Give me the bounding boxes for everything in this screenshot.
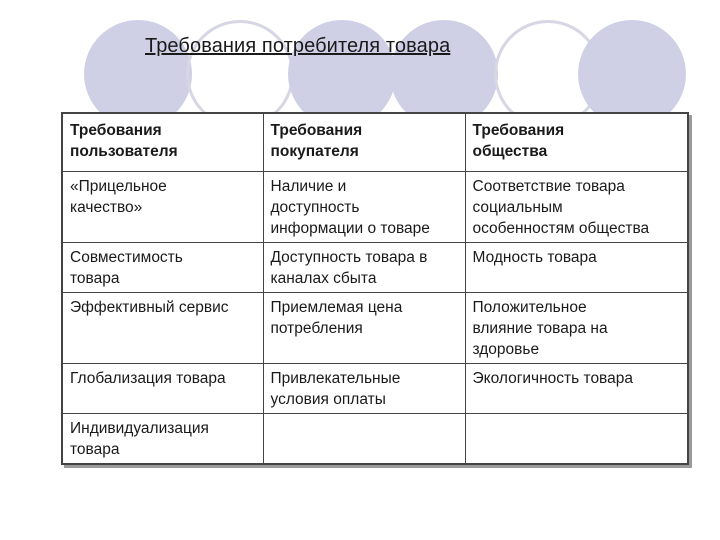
cell-line: Доступность товара в — [270, 249, 428, 266]
cell-line: доступность — [270, 199, 360, 216]
cell-line: товара — [70, 441, 120, 458]
cell-line: условия оплаты — [270, 391, 386, 408]
cell-line: особенностям общества — [472, 220, 650, 237]
cell-line: Положительное — [472, 299, 587, 316]
header-line: Требования — [270, 122, 363, 139]
table-header-row — [62, 113, 688, 172]
cell-line: Глобализация товара — [70, 370, 226, 387]
cell-line: Совместимость — [70, 249, 183, 266]
table-row — [62, 364, 688, 414]
cell-line: информации о товаре — [270, 220, 430, 237]
table-row — [62, 243, 688, 293]
cell-line: Индивидуализация — [70, 420, 209, 437]
cell-line: Экологичность товара — [472, 370, 633, 387]
table-cell — [465, 293, 688, 364]
header-line: покупателя — [270, 143, 359, 160]
header-line: общества — [472, 143, 548, 160]
table-cell — [62, 243, 263, 293]
table-cell — [263, 364, 465, 414]
cell-line: Соответствие товара — [472, 178, 625, 195]
table-cell-empty — [263, 414, 465, 465]
cell-line: социальным — [472, 199, 563, 216]
table-cell — [263, 172, 465, 243]
table-cell — [465, 364, 688, 414]
cell-line: влияние товара на — [472, 320, 608, 337]
table-cell — [465, 243, 688, 293]
table-row — [62, 172, 688, 243]
table-cell — [62, 414, 263, 465]
cell-line: Модность товара — [472, 249, 597, 266]
cell-line: здоровье — [472, 341, 540, 358]
table-cell — [465, 172, 688, 243]
header-user-requirements — [62, 113, 263, 172]
cell-line: Эффективный сервис — [70, 299, 229, 316]
header-society-requirements — [465, 113, 688, 172]
header-line: пользователя — [70, 143, 178, 160]
header-line: Требования — [472, 122, 565, 139]
cell-line: Наличие и — [270, 178, 347, 195]
header-buyer-requirements — [263, 113, 465, 172]
cell-line: качество» — [70, 199, 143, 216]
cell-line: «Прицельное — [70, 178, 167, 195]
cell-line: товара — [70, 270, 120, 287]
cell-line: Приемлемая цена — [270, 299, 403, 316]
cell-line: каналах сбыта — [270, 270, 377, 287]
header-line: Требования — [70, 122, 162, 139]
table-row — [62, 414, 688, 465]
requirements-table — [61, 112, 689, 465]
table-cell — [263, 243, 465, 293]
table-cell — [62, 293, 263, 364]
cell-line: потребления — [270, 320, 363, 337]
cell-line: Привлекательные — [270, 370, 401, 387]
table-cell — [62, 172, 263, 243]
table-row — [62, 293, 688, 364]
table-cell — [62, 364, 263, 414]
slide-title: Требования потребителя товара — [145, 35, 451, 57]
table-cell-empty — [465, 414, 688, 465]
table-cell — [263, 293, 465, 364]
